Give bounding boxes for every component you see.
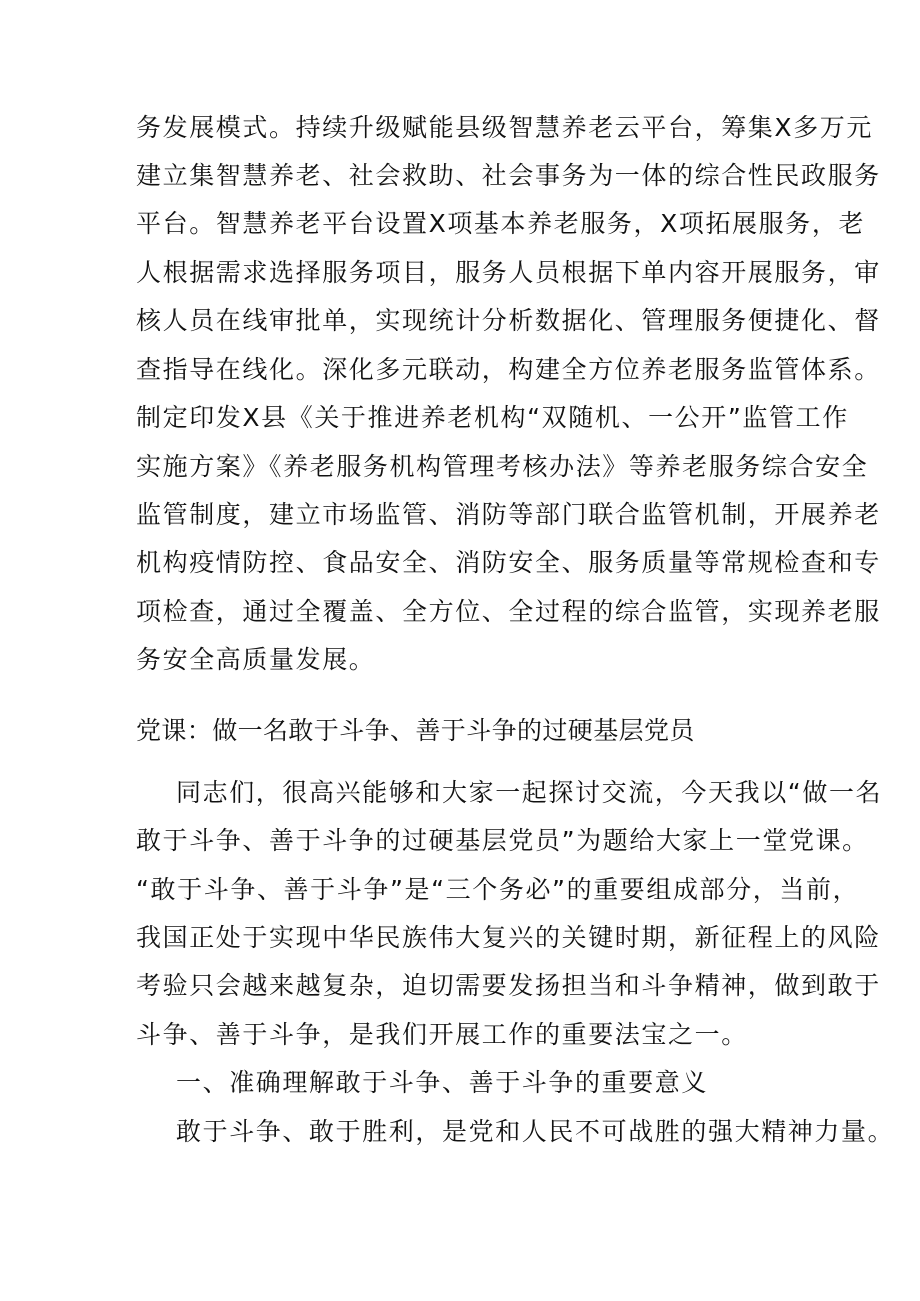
body-line: 建立集智慧养老、社会救助、社会事务为一体的综合性民政服务 xyxy=(136,161,881,190)
body-line: 实施方案》《养老服务机构管理考核办法》等养老服务综合安全 xyxy=(136,452,869,481)
body-line: “敢于斗争、善于斗争”是“三个务必”的重要组成部分，当前， xyxy=(136,875,860,904)
body-line: 敢于斗争、敢于胜利，是党和人民不可战胜的强大精神力量。 xyxy=(176,1117,895,1146)
lecture-title: 党课：做一名敢于斗争、善于斗争的过硬基层党员 xyxy=(136,716,695,745)
body-line: 查指导在线化。深化多元联动，构建全方位养老服务监管体系。 xyxy=(136,355,881,384)
body-line: 监管制度，建立市场监管、消防等部门联合监管机制，开展养老 xyxy=(136,500,881,529)
body-line: 人根据需求选择服务项目，服务人员根据下单内容开展服务，审 xyxy=(136,258,881,287)
body-line: 机构疫情防控、食品安全、消防安全、服务质量等常规检查和专 xyxy=(136,548,881,577)
section-heading: 一、准确理解敢于斗争、善于斗争的重要意义 xyxy=(176,1068,709,1097)
body-line: 制定印发X县《关于推进养老机构“双随机、一公开”监管工作 xyxy=(136,403,849,432)
body-line: 务安全高质量发展。 xyxy=(136,645,376,674)
body-line: 斗争、善于斗争，是我们开展工作的重要法宝之一。 xyxy=(136,1020,748,1049)
body-line: 平台。智慧养老平台设置X项基本养老服务，X项拓展服务，老 xyxy=(136,209,866,238)
body-line: 项检查，通过全覆盖、全方位、全过程的综合监管，实现养老服 xyxy=(136,597,881,626)
body-line: 敢于斗争、善于斗争的过硬基层党员”为题给大家上一堂党课。 xyxy=(136,826,869,855)
body-line: 同志们，很高兴能够和大家一起探讨交流，今天我以“做一名 xyxy=(176,778,883,807)
body-line: 核人员在线审批单，实现统计分析数据化、管理服务便捷化、督 xyxy=(136,306,881,335)
body-line: 我国正处于实现中华民族伟大复兴的关键时期，新征程上的风险 xyxy=(136,923,881,952)
body-line: 考验只会越来越复杂，迫切需要发扬担当和斗争精神，做到敢于 xyxy=(136,971,881,1000)
body-line: 务发展模式。持续升级赋能县级智慧养老云平台，筹集X多万元 xyxy=(136,113,873,142)
